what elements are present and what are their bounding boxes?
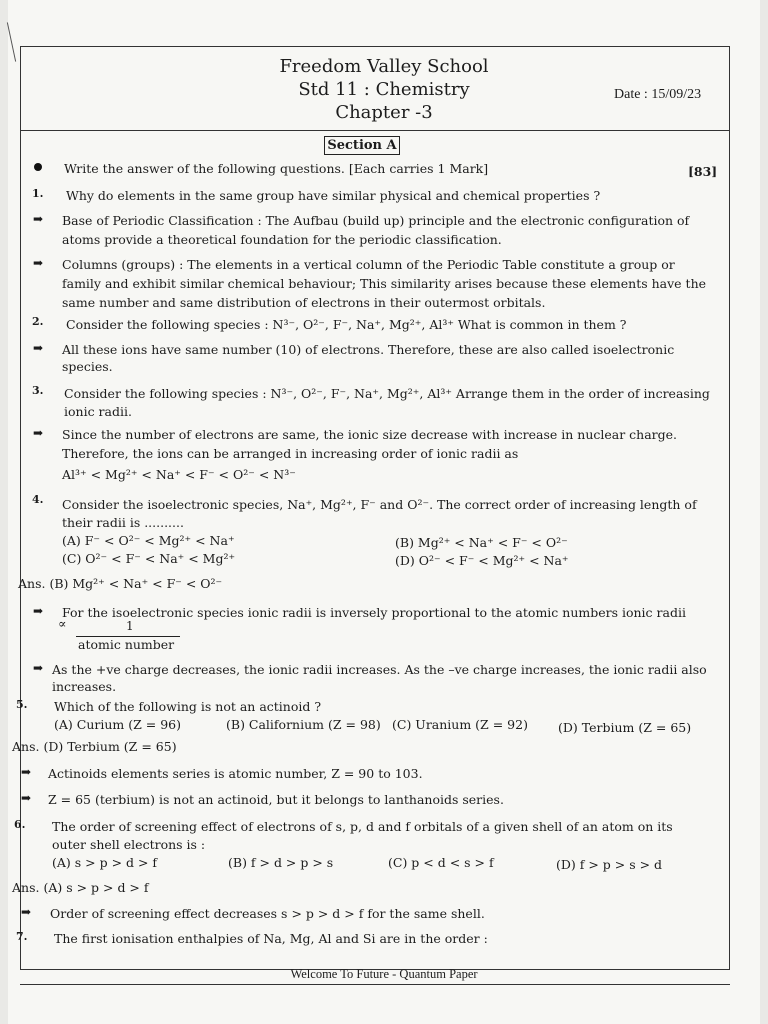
option-b: (B) Mg²⁺ < Na⁺ < F⁻ < O²⁻ (395, 535, 568, 550)
instruction-text: Write the answer of the following questions. [Each carries 1 Mark] (64, 161, 489, 176)
question-text: Consider the isoelectronic species, Na⁺, Mg²⁺, F⁻ and O²⁻. The correct order of increasing length of (62, 497, 697, 512)
answer-line: Therefore, the ions can be arranged in increasing order of ionic radii as (62, 446, 519, 461)
arrow-icon: ➡ (32, 256, 44, 270)
answer-line: Base of Periodic Classification : The Aufbau (build up) principle and the electronic configuration of (62, 213, 690, 228)
explanation-line: Actinoids elements series is atomic number, Z = 90 to 103. (48, 766, 423, 781)
question-text: The order of screening effect of electrons of s, p, d and f orbitals of a given shell of an atom on its (52, 819, 673, 834)
arrow-icon: ➡ (32, 604, 44, 618)
answer-key: Ans. (D) Terbium (Z = 65) (12, 739, 177, 754)
footer-text: Welcome To Future - Quantum Paper (290, 967, 478, 981)
question-number: 7. (16, 930, 28, 943)
question-number: 3. (32, 384, 44, 397)
answer-line: Columns (groups) : The elements in a vertical column of the Periodic Table constitute a group or (62, 257, 675, 272)
option-a: (A) s > p > d > f (52, 855, 158, 870)
option-a: (A) Curium (Z = 96) (54, 717, 181, 732)
proportional-symbol: ∝ (58, 616, 67, 631)
question-text: Consider the following species : N³⁻, O²⁻, F⁻, Na⁺, Mg²⁺, Al³⁺ Arrange them in the order of increasing (64, 386, 710, 401)
explanation-line: increases. (52, 679, 117, 694)
arrow-icon: ➡ (20, 905, 32, 919)
answer-line: family and exhibit similar chemical behaviour; This similarity arises because these elements have the (62, 276, 707, 291)
option-b: (B) f > d > p > s (228, 855, 334, 870)
option-d: (D) O²⁻ < F⁻ < Mg²⁺ < Na⁺ (395, 553, 569, 568)
question-text: Consider the following species : N³⁻, O²⁻, F⁻, Na⁺, Mg²⁺, Al³⁺ What is common in them ? (66, 317, 627, 332)
question-text: Which of the following is not an actinoid ? (54, 699, 322, 714)
school-name: Freedom Valley School (279, 56, 489, 77)
answer-line: atoms provide a theoretical foundation for the periodic classification. (62, 232, 502, 247)
answer-key: Ans. (B) Mg²⁺ < Na⁺ < F⁻ < O²⁻ (18, 576, 223, 591)
arrow-icon: ➡ (20, 765, 32, 779)
option-c: (C) p < d < s > f (388, 855, 494, 870)
option-d: (D) f > p > s > d (556, 857, 663, 872)
arrow-icon: ➡ (32, 661, 44, 675)
option-c: (C) O²⁻ < F⁻ < Na⁺ < Mg²⁺ (62, 551, 236, 566)
header-divider (20, 130, 730, 131)
option-d: (D) Terbium (Z = 65) (558, 720, 692, 735)
question-text: Why do elements in the same group have similar physical and chemical properties ? (66, 188, 601, 203)
total-marks: [83] (688, 164, 718, 179)
arrow-icon: ➡ (20, 791, 32, 805)
section-label: Section A (324, 136, 400, 155)
explanation-line: For the isoelectronic species ionic radii is inversely proportional to the atomic numbers ionic radii (62, 605, 686, 620)
fraction-numerator: 1 (126, 619, 134, 633)
answer-line: Since the number of electrons are same, the ionic size decrease with increase in nuclear charge. (62, 427, 678, 442)
standard-subject: Std 11 : Chemistry (298, 79, 470, 100)
option-a: (A) F⁻ < O²⁻ < Mg²⁺ < Na⁺ (62, 533, 235, 548)
question-number: 4. (32, 493, 44, 506)
question-number: 2. (32, 315, 44, 328)
answer-line: Al³⁺ < Mg²⁺ < Na⁺ < F⁻ < O²⁻ < N³⁻ (62, 467, 296, 482)
explanation-line: Z = 65 (terbium) is not an actinoid, but it belongs to lanthanoids series. (48, 792, 504, 807)
answer-line: same number and same distribution of electrons in their outermost orbitals. (62, 295, 546, 310)
option-b: (B) Californium (Z = 98) (226, 717, 381, 732)
arrow-icon: ➡ (32, 212, 44, 226)
question-text: The first ionisation enthalpies of Na, Mg, Al and Si are in the order : (54, 931, 488, 946)
answer-line: All these ions have same number (10) of electrons. Therefore, these are also called isoelectronic (62, 342, 675, 357)
question-number: 1. (32, 187, 44, 200)
question-text: ionic radii. (64, 404, 132, 419)
question-number: 5. (16, 698, 28, 711)
chapter-title: Chapter -3 (335, 102, 433, 123)
explanation-line: As the +ve charge decreases, the ionic radii increases. As the –ve charge increases, the ionic radii also (52, 662, 707, 677)
answer-line: species. (62, 359, 113, 374)
bullet-icon (34, 163, 42, 171)
question-number: 6. (14, 818, 26, 831)
exam-date: Date : 15/09/23 (614, 87, 702, 102)
question-text: outer shell electrons is : (52, 837, 206, 852)
explanation-line: Order of screening effect decreases s > p > d > f for the same shell. (50, 906, 485, 921)
question-text: their radii is .......... (62, 515, 184, 530)
option-c: (C) Uranium (Z = 92) (392, 717, 528, 732)
footer-divider (20, 984, 730, 985)
paper-sheet (8, 0, 760, 1024)
arrow-icon: ➡ (32, 426, 44, 440)
arrow-icon: ➡ (32, 341, 44, 355)
fraction-denominator: atomic number (78, 637, 175, 652)
answer-key: Ans. (A) s > p > d > f (12, 880, 149, 895)
